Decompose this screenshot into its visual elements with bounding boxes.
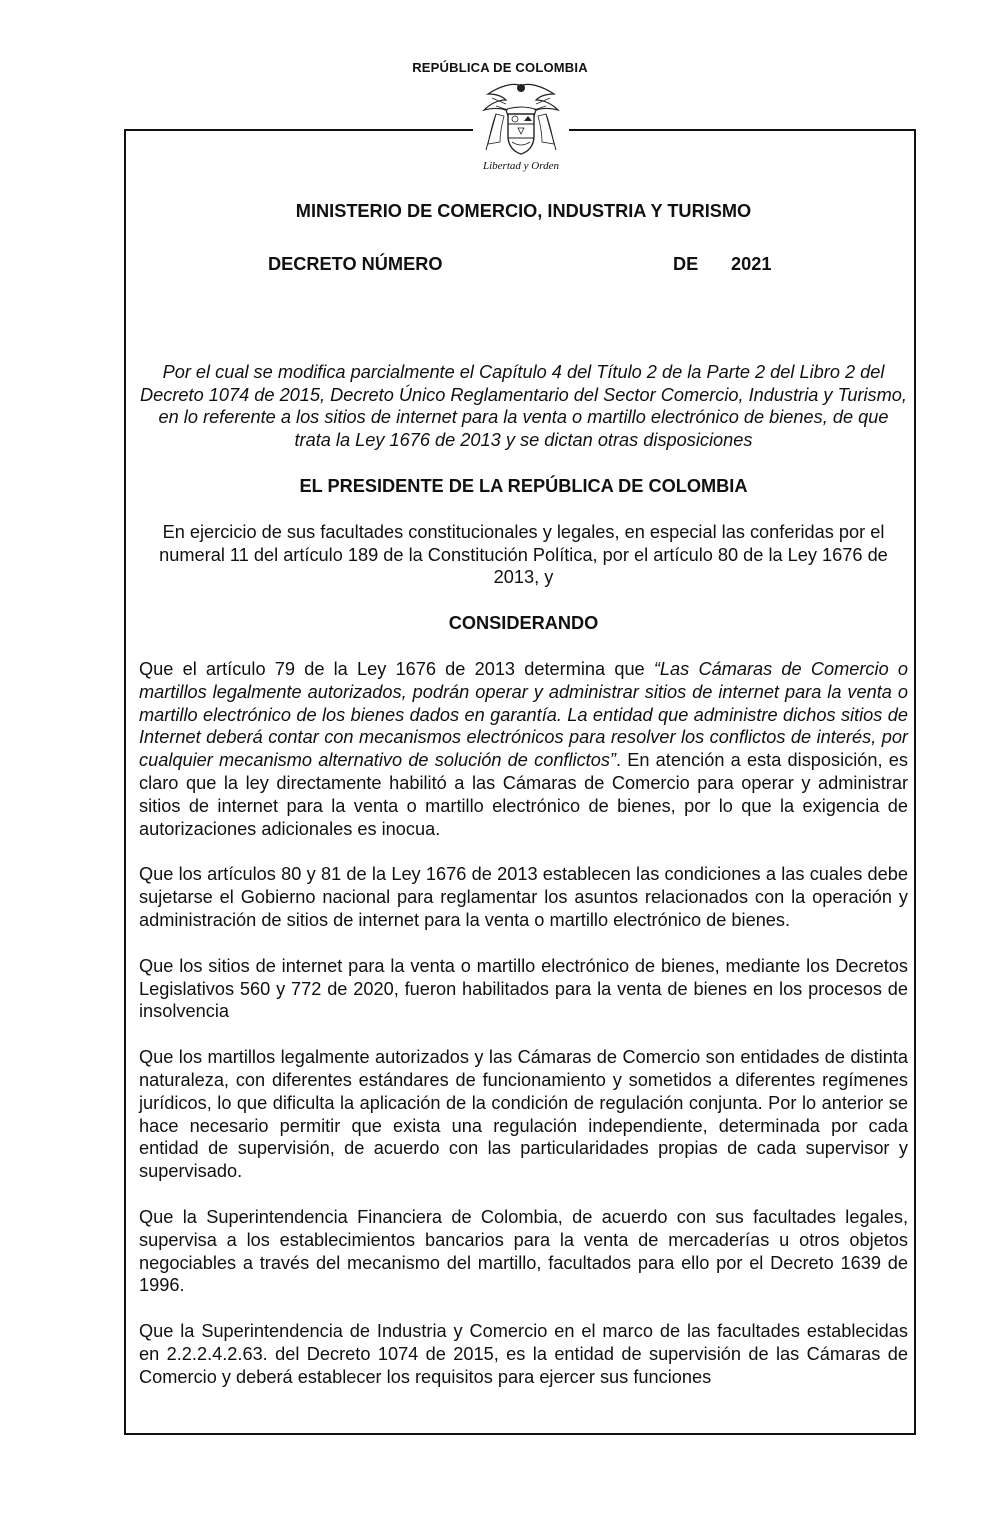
considering-paragraph-6: Que la Superintendencia de Industria y Comercio en el marco de las facultades establecidas en 2.2.2.4.2.63. del Decreto 1074 de 2015, es la entidad de supervisión de las Cámaras de Comercio y deberá establecer los requisitos para ejercer sus funciones xyxy=(139,1321,908,1387)
paragraph-1-quote: “Las Cámaras de Comercio o martillos legalmente autorizados, podrán operar y administrar sitios de internet para la venta o martillo electrónico de los bienes dados en garantía. La entidad que administre dichos sitios de Internet deberá contar con mecanismos electrónicos para resolver los conflictos de interés, por cualquier mecanismo alternativo de solución de conflictos” xyxy=(139,658,908,771)
ministry-title: MINISTERIO DE COMERCIO, INDUSTRIA Y TURISMO xyxy=(295,201,752,221)
decree-label: DECRETO NÚMERO xyxy=(268,253,443,274)
de-label: DE xyxy=(673,253,699,274)
decree-summary: Por el cual se modifica parcialmente el Capítulo 4 del Título 2 de la Parte 2 del Libro 2 del Decreto 1074 de 2015, Decreto Único Reglamentario del Sector Comercio, Industria y Turismo, en lo referente a los sitios de internet para la venta o martillo electrónico de bienes, de que trata la Ley 1676 de 2013 y se dictan otras disposiciones xyxy=(140,361,907,451)
considering-paragraph-4: Que los martillos legalmente autorizados y las Cámaras de Comercio son entidades de distinta naturaleza, con diferentes estándares de funcionamiento y sometidos a diferentes regímenes jurídicos, lo que dificulta la aplicación de la condición de regulación conjunta. Por lo anterior se hace necesario permitir que exista una regulación independiente, determinada por cada entidad de supervisión, de acuerdo con las particularidades propias de cada supervisor y supervisado. xyxy=(139,1047,908,1182)
decree-year: 2021 xyxy=(731,253,772,274)
national-motto: Libertad y Orden xyxy=(483,160,559,172)
considering-paragraph-2: Que los artículos 80 y 81 de la Ley 1676 de 2013 establecen las condiciones a las cuales debe sujetarse el Gobierno nacional para reglamentar los asuntos relacionados con la operación y administración de sitios de internet para la venta o martillo electrónico de bienes. xyxy=(139,864,908,930)
paragraph-1-rest: . En atención a esta disposición, es claro que la ley directamente habilitó a las Cámaras de Comercio para operar y administrar sitios de internet para la venta o martillo electrónico de bienes, por lo que la exigencia de autorizaciones adicionales es inocua. xyxy=(139,750,908,839)
powers-statement: En ejercicio de sus facultades constitucionales y legales, en especial las conferidas por el numeral 11 del artículo 189 de la Constitución Política, por el artículo 80 de la Ley 1676 de 2013, y xyxy=(159,521,888,588)
president-heading: EL PRESIDENTE DE LA REPÚBLICA DE COLOMBIA xyxy=(299,475,748,496)
document-body xyxy=(139,196,908,1388)
decree-number-line xyxy=(139,253,908,277)
considering-paragraph-3: Que los sitios de internet para la venta o martillo electrónico de bienes, mediante los Decretos Legislativos 560 y 772 de 2020, fueron habilitados para la venta de bienes en los procesos de insolvencia xyxy=(139,955,908,1022)
country-title: REPÚBLICA DE COLOMBIA xyxy=(412,60,588,75)
considering-heading: CONSIDERANDO xyxy=(448,613,599,634)
coat-of-arms-icon xyxy=(478,80,564,162)
considering-paragraph-1 xyxy=(139,658,908,840)
paragraph-1-intro: Que el artículo 79 de la Ley 1676 de 2013 determina que xyxy=(139,658,654,679)
considering-paragraph-5: Que la Superintendencia Financiera de Colombia, de acuerdo con sus facultades legales, supervisa a los establecimientos bancarios para la venta de mercaderías u otros objetos negociables a través del mecanismo del martillo, facultados para ello por el Decreto 1639 de 1996. xyxy=(139,1206,908,1296)
coat-of-arms xyxy=(473,80,569,184)
